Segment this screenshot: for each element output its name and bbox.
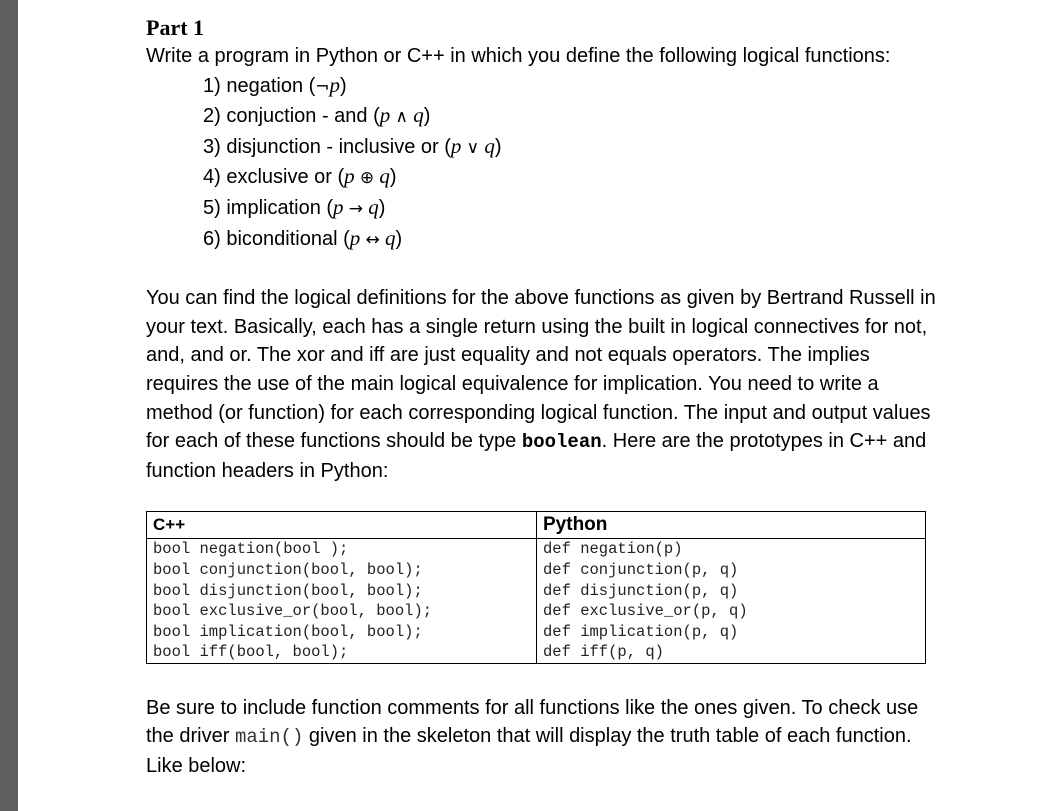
main-code: main()	[234, 726, 304, 749]
list-item: 4) exclusive or (p ⊕ q)	[203, 164, 397, 189]
boolean-code: boolean	[521, 431, 602, 454]
table-row: def conjunction(p, q)	[543, 560, 739, 579]
cpp-column-header: C++	[147, 512, 537, 539]
viewer-left-bar	[0, 0, 18, 811]
function-list	[146, 71, 936, 255]
cpp-prototypes-cell	[147, 539, 537, 664]
table-row: bool implication(bool, bool);	[153, 622, 423, 641]
table-row: bool conjunction(bool, bool);	[153, 560, 423, 579]
list-item: 3) disjunction - inclusive or (p ∨ q)	[203, 133, 502, 158]
table-row: def implication(p, q)	[543, 622, 739, 641]
document-page	[18, 0, 1044, 811]
definitions-paragraph: You can find the logical definitions for the above functions as given by Bertrand Russell in your text. Basically, each has a single return using the built in logical connectives for not, and, and or. The xor and iff are just equality and not equals operators. The implies requires the use of the main logical equivalence for implication. You need to write a method (or function) for each corresponding logical function. The input and output values for each of these functions should be type boolean. Here are the prototypes in C++ and function headers in Python:	[146, 287, 936, 482]
table-row: def disjunction(p, q)	[543, 581, 739, 600]
table-row: bool disjunction(bool, bool);	[153, 581, 423, 600]
closing-paragraph: Be sure to include function comments for all functions like the ones given. To check use the driver main() given in the skeleton that will display the truth table of each function. Like below:	[146, 696, 919, 778]
python-headers-cell	[537, 539, 926, 664]
table-row: def negation(p)	[543, 540, 683, 559]
list-item: 2) conjuction - and (p ∧ q)	[203, 103, 431, 128]
prototypes-table	[146, 511, 926, 664]
table-row: def iff(p, q)	[543, 643, 664, 662]
table-row: bool negation(bool );	[153, 540, 349, 559]
list-item: 6) biconditional (p ↔ q)	[203, 225, 403, 250]
table-row: bool exclusive_or(bool, bool);	[153, 602, 433, 621]
intro-paragraph: Write a program in Python or C++ in which you define the following logical functions:	[146, 45, 891, 67]
document-content	[146, 14, 936, 781]
list-item: 5) implication (p → q)	[203, 194, 386, 219]
list-item: 1) negation (¬p)	[203, 72, 347, 97]
part-heading: Part 1	[146, 15, 205, 40]
table-row: def exclusive_or(p, q)	[543, 602, 748, 621]
python-column-header: Python	[537, 512, 926, 539]
table-row: bool iff(bool, bool);	[153, 643, 349, 662]
